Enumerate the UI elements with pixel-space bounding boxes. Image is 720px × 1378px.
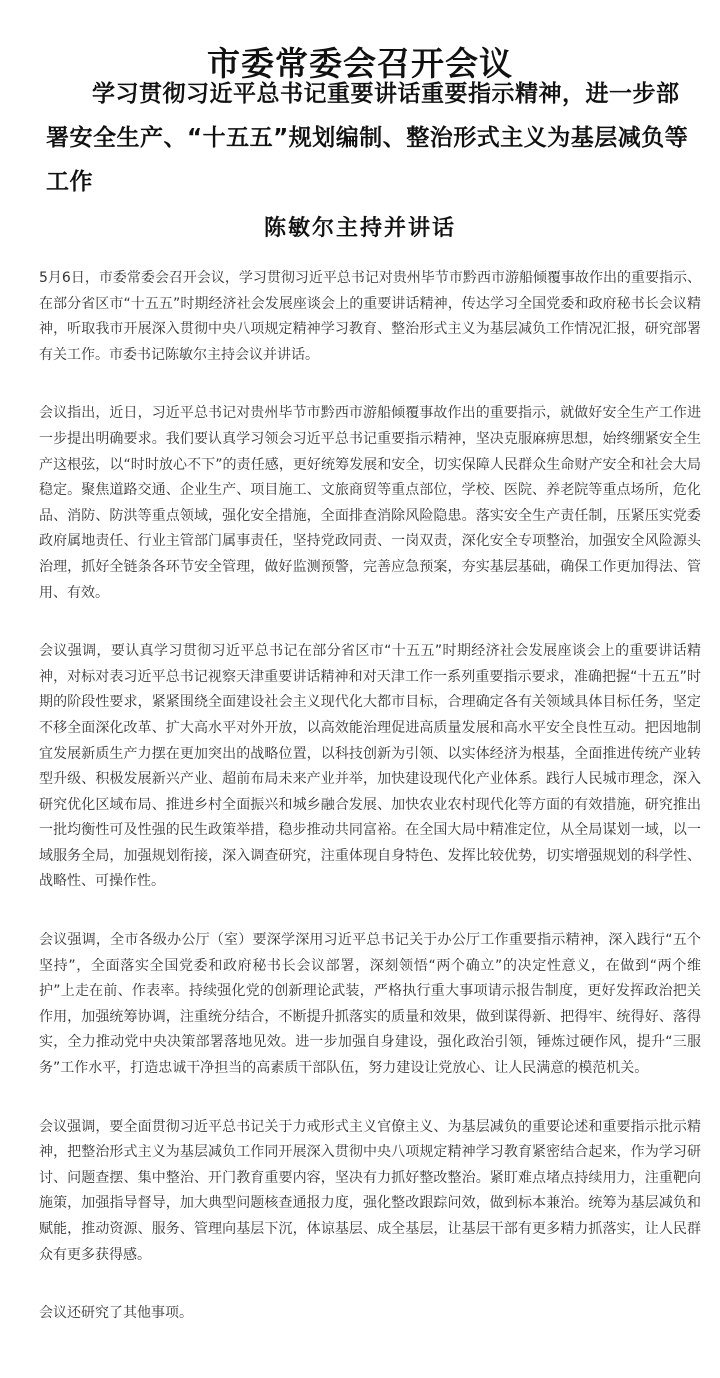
article-paragraph: 会议强调，全市各级办公厅（室）要深学深用习近平总书记关于办公厅工作重要指示精神，深入践行“五个坚持”，全面落实全国党委和政府秘书长会议部署，深刻领悟“两个确立”的决定性意义，在做到“两个维护”上走在前、作表率。持续强化党的创新理论武装，严格执行重大事项请示报告制度，更好发挥政治把关作用，加强统筹协调，注重统分结合，不断提升抓落实的质量和效果，做到谋得新、把得牢、统得好、落得实，全力推动党中央决策部署落地见效。进一步加强自身建设，强化政治引领，锤炼过硬作风，提升“三服务”工作水平，打造忠诚干净担当的高素质干部队伍，努力建设让党放心、让人民满意的模范机关。 [39, 932, 701, 1077]
article-title: 市委常委会召开会议 [207, 44, 513, 84]
article-paragraph: 5月6日，市委常委会召开会议，学习贯彻习近平总书记对贵州毕节市黔西市游船倾覆事故作出的重要指示、在部分省区市“十五五”时期经济社会发展座谈会上的重要讲话精神，传达学习全国党委和政府秘书长会议精神，听取我市开展深入贯彻中央八项规定精神学习教育、整治形式主义为基层减负工作情况汇报，研究部署有关工作。市委书记陈敏尔主持会议并讲话。 [39, 270, 701, 363]
article-paragraph: 会议还研究了其他事项。 [39, 1305, 193, 1322]
article-subtitle: 学习贯彻习近平总书记重要讲话重要指示精神，进一步部署安全生产、“十五五”规划编制、整治形式主义为基层减负等工作 [46, 81, 689, 195]
article-paragraph: 会议强调，要全面贯彻习近平总书记关于力戒形式主义官僚主义、为基层减负的重要论述和重要指示批示精神，把整治形式主义为基层减负工作同开展深入贯彻中央八项规定精神学习教育紧密结合起来，作为学习研讨、问题查摆、集中整治、开门教育重要内容，坚决有力抓好整改整治。紧盯难点堵点持续用力，注重靶向施策，加强指导督导，加大典型问题核查通报力度，强化整改跟踪问效，做到标本兼治。统筹为基层减负和赋能，推动资源、服务、管理向基层下沉，体谅基层、成全基层，让基层干部有更多精力抓落实，让人民群众有更多获得感。 [39, 1118, 701, 1263]
article-paragraph: 会议强调，要认真学习贯彻习近平总书记在部分省区市“十五五”时期经济社会发展座谈会上的重要讲话精神，对标对表习近平总书记视察天津重要讲话精神和对天津工作一系列重要指示要求，准确把握“十五五”时期的阶段性要求，紧紧围绕全面建设社会主义现代化大都市目标，合理确定各有关领域具体目标任务，坚定不移全面深化改革、扩大高水平对外开放，以高效能治理促进高质量发展和高水平安全良性互动。把因地制宜发展新质生产力摆在更加突出的战略位置，以科技创新为引领、以实体经济为根基，全面推进传统产业转型升级、积极发展新兴产业、超前布局未来产业并举，加快建设现代化产业体系。践行人民城市理念，深入研究优化区域布局、推进乡村全面振兴和城乡融合发展、加快农业农村现代化等方面的有效措施，研究推出一批均衡性可及性强的民生政策举措，稳步推动共同富裕。在全国大局中精准定位，从全局谋划一域，以一域服务全局，加强规划衔接，深入调查研究，注重体现自身特色、发挥比较优势，切实增强规划的科学性、战略性、可操作性。 [39, 643, 701, 890]
article-body [39, 266, 701, 1327]
article-byline: 陈敏尔主持并讲话 [263, 215, 456, 241]
article-paragraph: 会议指出，近日，习近平总书记对贵州毕节市黔西市游船倾覆事故作出的重要指示，就做好安全生产工作进一步提出明确要求。我们要认真学习领会习近平总书记重要指示精神，坚决克服麻痹思想，始终绷紧安全生产这根弦，以“时时放心不下”的责任感，更好统筹发展和安全，切实保障人民群众生命财产安全和社会大局稳定。聚焦道路交通、企业生产、项目施工、文旅商贸等重点部位，学校、医院、养老院等重点场所，危化品、消防、防洪等重点领域，强化安全措施，全面排查消除风险隐患。落实安全生产责任制，压紧压实党委政府属地责任、行业主管部门属事责任，坚持党政同责、一岗双责，深化安全专项整治，加强安全风险源头治理，抓好全链条各环节安全管理，做好监测预警，完善应急预案，夯实基层基础，确保工作更加得法、管用、有效。 [39, 405, 701, 601]
